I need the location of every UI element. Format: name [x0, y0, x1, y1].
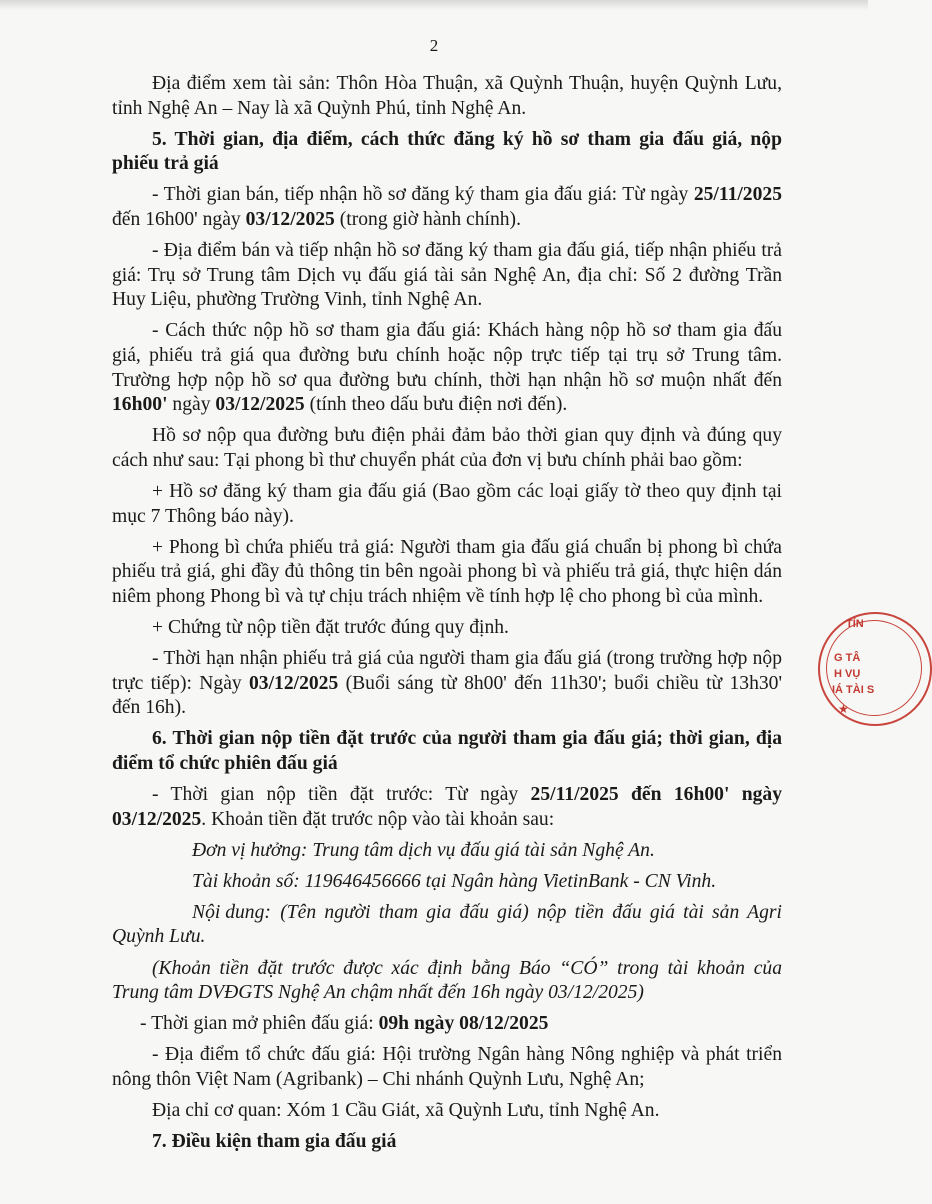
scan-top-edge: [0, 0, 868, 10]
text: ngày: [167, 394, 216, 416]
text: - Thời gian nộp tiền đặt trước: Từ ngày: [152, 783, 531, 805]
text: . Khoản tiền đặt trước nộp vào tài khoản sau:: [201, 808, 555, 830]
label: Nội dung:: [192, 901, 271, 923]
text: (Buổi sáng từ 8h00' đến 11h30'; buổi chiều từ 13h30' đến 16h).: [112, 672, 782, 719]
stamp-text: TỈN: [846, 618, 864, 630]
date: 03/12/2025: [249, 672, 339, 694]
time: 16h00': [112, 394, 168, 416]
list-item-bid-envelope: + Phong bì chứa phiếu trả giá: Người tham gia đấu giá chuẩn bị phong bì chứa phiếu trả giá, ghi đầy đủ thông tin bên ngoài phong bì và phiếu trả giá, thực hiện dán niêm phong Phong bì và tự chịu trách nhiệm về tính hợp lệ cho phong bì của mình.: [112, 536, 782, 607]
deposit-time-paragraph: [112, 783, 782, 832]
text: (tính theo dấu bưu điện nơi đến).: [304, 394, 568, 416]
text: - Thời gian mở phiên đấu giá:: [140, 1013, 379, 1035]
stamp-text: H VỤ: [834, 668, 861, 680]
value: 119646456666 tại Ngân hàng VietinBank - CN Vinh.: [304, 870, 717, 892]
star-icon: ★: [838, 702, 849, 716]
stamp-text: IÁ TÀI S: [832, 684, 875, 696]
submission-method-paragraph: [112, 319, 782, 417]
bid-deadline-paragraph: [112, 647, 782, 721]
list-item-registration: + Hồ sơ đăng ký tham gia đấu giá (Bao gồm các loại giấy tờ theo quy định tại mục 7 Thông báo này).: [112, 480, 782, 527]
date: 03/12/2025: [215, 394, 305, 416]
auction-open-time: [112, 1012, 782, 1037]
office-address: Địa chỉ cơ quan: Xóm 1 Cầu Giát, xã Quỳnh Lưu, tỉnh Nghệ An.: [152, 1099, 660, 1121]
account-number: [112, 870, 782, 895]
text: - Thời gian bán, tiếp nhận hồ sơ đăng ký tham gia đấu giá: Từ ngày: [152, 184, 694, 206]
text: - Cách thức nộp hồ sơ tham gia đấu giá: Khách hàng nộp hồ sơ tham gia đấu giá, phiếu trả giá qua đường bưu chính hoặc nộp trực tiếp tại trụ sở Trung tâm. Trường hợp nộp hồ sơ qua đường bưu chính, thời hạn nhận hồ sơ muộn nhất đến: [112, 320, 782, 391]
asset-viewing-location: Địa điểm xem tài sản: Thôn Hòa Thuận, xã Quỳnh Thuận, huyện Quỳnh Lưu, tỉnh Nghệ An – Nay là xã Quỳnh Phú, tỉnh Nghệ An.: [112, 73, 782, 119]
account-note: (Khoản tiền đặt trước được xác định bằng Báo “CÓ” trong tài khoản của Trung tâm DVĐGTS Nghệ An chậm nhất đến 16h ngày 03/12/2025): [112, 957, 782, 1004]
page-number: 2: [429, 36, 439, 55]
label: Tài khoản số:: [192, 870, 300, 892]
date: 03/12/2025: [245, 208, 335, 230]
list-item-deposit-proof: + Chứng từ nộp tiền đặt trước đúng quy định.: [152, 616, 509, 638]
date: 25/11/2025: [693, 184, 782, 206]
date-range: 25/11/2025 đến 16h00' ngày 03/12/2025: [112, 783, 782, 830]
label: Đơn vị hưởng:: [192, 839, 308, 861]
account-content: [112, 901, 782, 950]
section-6-heading: 6. Thời gian nộp tiền đặt trước của người tham gia đấu giá; thời gian, địa điểm tổ chức phiên đấu giá: [112, 728, 782, 774]
value: Trung tâm dịch vụ đấu giá tài sản Nghệ An.: [312, 839, 655, 861]
section-7-heading: 7. Điều kiện tham gia đấu giá: [152, 1131, 397, 1153]
auction-venue: - Địa điểm tổ chức đấu giá: Hội trường Ngân hàng Nông nghiệp và phát triển nông thôn Việt Nam (Agribank) – Chi nhánh Quỳnh Lưu, Nghệ An;: [112, 1044, 782, 1090]
document-body: [112, 72, 782, 1161]
postal-requirements-paragraph: Hồ sơ nộp qua đường bưu điện phải đảm bảo thời gian quy định và đúng quy cách như sau: Tại phong bì thư chuyển phát của đơn vị bưu chính phải bao gồm:: [112, 425, 782, 471]
text: - Thời hạn nhận phiếu trả giá của người tham gia đấu giá (trong trường hợp nộp trực tiếp): Ngày: [112, 647, 782, 694]
value: (Tên người tham gia đấu giá) nộp tiền đấu giá tài sản Agri Quỳnh Lưu.: [112, 901, 782, 948]
sale-time-paragraph: [112, 183, 782, 232]
sale-place-paragraph: - Địa điểm bán và tiếp nhận hồ sơ đăng ký tham gia đấu giá, tiếp nhận phiếu trả giá: Trụ sở Trung tâm Dịch vụ đấu giá tài sản Nghệ An, địa chỉ: Số 2 đường Trần Huy Liệu, phường Trường Vinh, tỉnh Nghệ An.: [112, 240, 782, 311]
account-beneficiary: [112, 839, 782, 864]
red-seal-stamp: [812, 608, 875, 728]
stamp-text: G TÂ: [834, 652, 861, 664]
date: 09h ngày 08/12/2025: [378, 1013, 549, 1035]
text: (trong giờ hành chính).: [334, 208, 521, 230]
text: đến 16h00' ngày: [112, 208, 246, 230]
section-5-heading: 5. Thời gian, địa điểm, cách thức đăng ký hồ sơ tham gia đấu giá, nộp phiếu trả giá: [112, 128, 782, 175]
